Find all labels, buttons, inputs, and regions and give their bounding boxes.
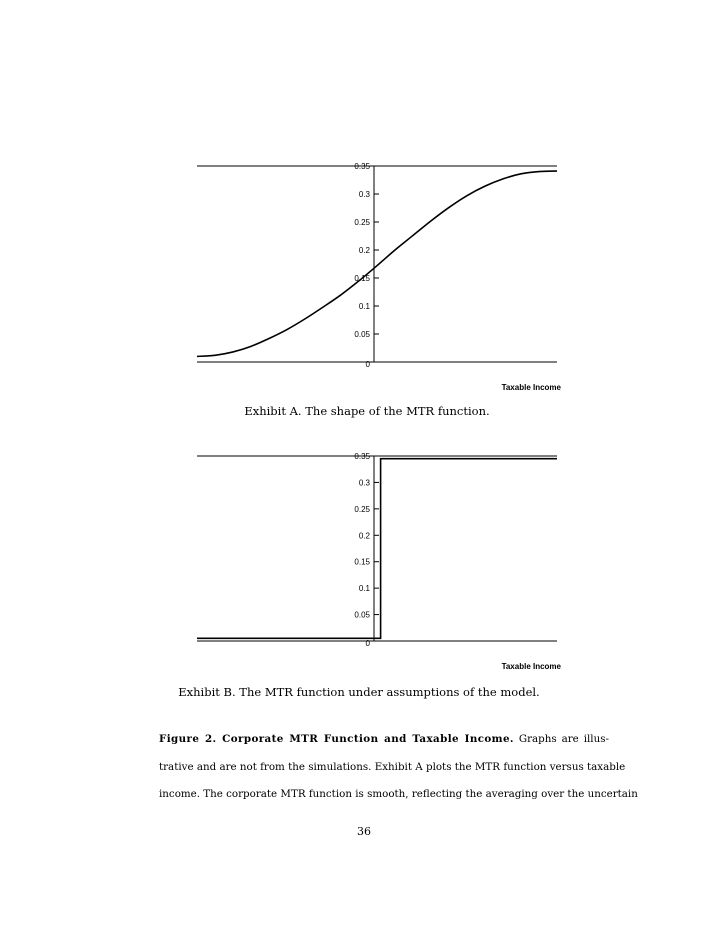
exhibit-a-plot: [0, 150, 728, 400]
y-tick-label: 0.1: [358, 302, 370, 311]
x-axis-title: Taxable Income: [501, 383, 561, 392]
y-tick-label: 0.15: [354, 557, 370, 567]
y-tick-label: 0.2: [358, 531, 370, 541]
figure-caption-label: Figure 2. Corporate MTR Function and Taxable Income.: [159, 733, 514, 745]
x-axis-title: Taxable Income: [501, 662, 561, 671]
y-tick-label: 0.35: [354, 452, 370, 461]
y-tick-label: 0.05: [354, 610, 370, 620]
figure-caption: [159, 726, 638, 809]
y-tick-label: 0.3: [358, 478, 370, 488]
figure-caption-line-1: [159, 726, 609, 754]
figure-caption-line-2: trative and are not from the simulations. Exhibit A plots the MTR function versus taxable: [159, 760, 626, 773]
y-tick-label: 0.25: [354, 218, 370, 227]
exhibit-a-chart: [0, 150, 728, 400]
y-tick-label: 0.1: [358, 584, 370, 594]
page-number: 36: [357, 825, 371, 838]
figure-caption-line-3: income. The corporate MTR function is smooth, reflecting the averaging over the uncertain: [159, 788, 638, 800]
series-line-mtr: [197, 171, 557, 356]
y-tick-label: 0.15: [354, 274, 370, 283]
y-tick-label: 0.35: [354, 162, 370, 171]
y-tick-label: 0: [365, 639, 370, 648]
figure-caption-line-1-rest: Graphs are illus-: [518, 733, 609, 745]
y-tick-label: 0.25: [354, 504, 370, 514]
exhibit-b-chart: [0, 440, 728, 680]
series-line-mtr: [197, 459, 557, 639]
y-tick-label: 0: [365, 360, 370, 369]
exhibit-b-caption: Exhibit B. The MTR function under assumptions of the model.: [178, 685, 540, 699]
exhibit-a-caption: Exhibit A. The shape of the MTR function.: [244, 404, 490, 418]
y-tick-label: 0.2: [358, 246, 370, 255]
y-tick-label: 0.05: [354, 330, 370, 339]
y-tick-label: 0.3: [358, 190, 370, 199]
exhibit-b-plot: [0, 440, 728, 680]
